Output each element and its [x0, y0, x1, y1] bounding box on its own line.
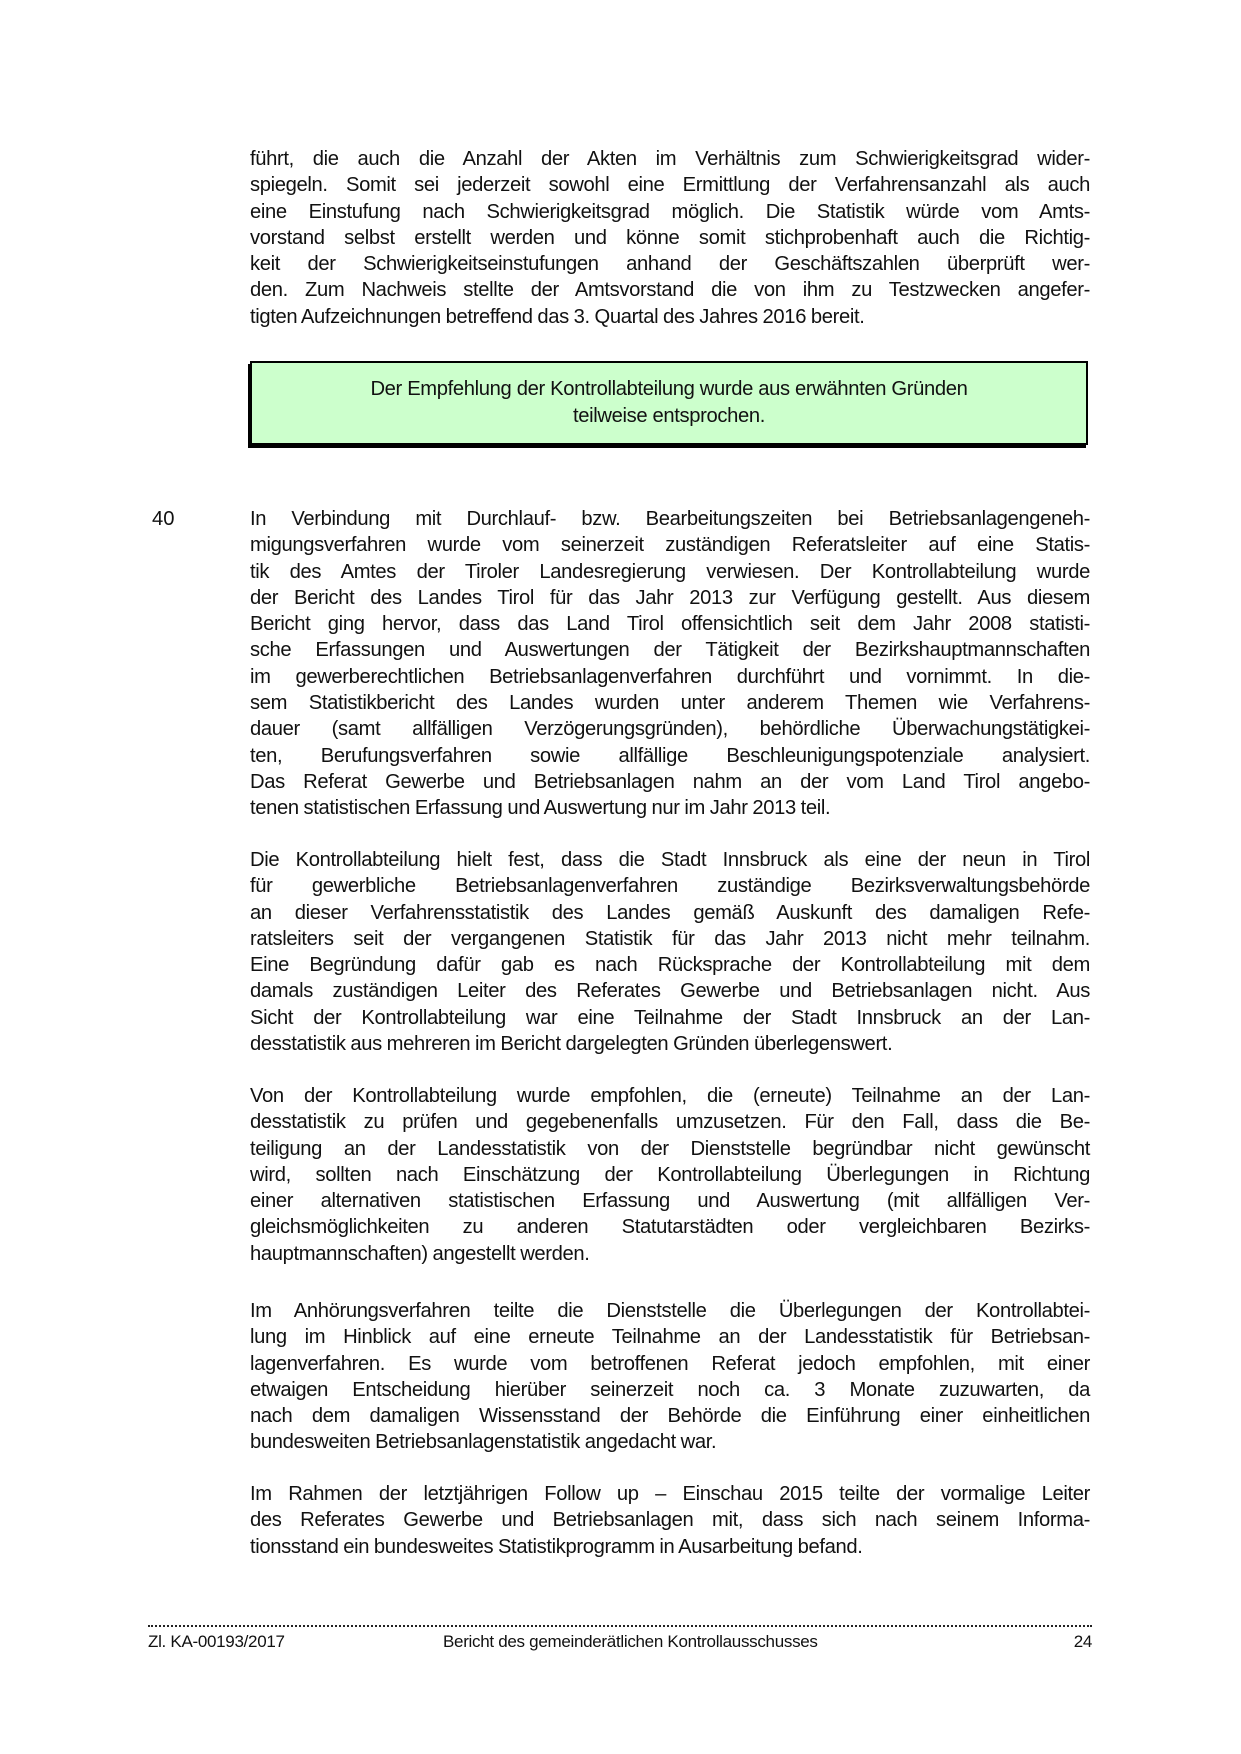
text-line: an dieser Verfahrensstatistik des Landes gemäß Auskunft des damaligen Refe-: [250, 901, 1090, 924]
text-line: vorstand selbst erstellt werden und könne somit stichprobenhaft auch die Richtig-: [250, 226, 1090, 249]
section-paragraph: [250, 847, 1090, 1057]
text-line: Das Referat Gewerbe und Betriebsanlagen nahm an der vom Land Tirol angebo-: [250, 770, 1090, 793]
text-line: In Verbindung mit Durchlauf- bzw. Bearbeitungszeiten bei Betriebsanlagengeneh-: [250, 508, 1090, 530]
text-line: den. Zum Nachweis stellte der Amtsvorstand die von ihm zu Testzwecken angefer-: [250, 279, 1090, 302]
text-line: Im Anhörungsverfahren teilte die Dienststelle die Überlegungen der Kontrollabtei-: [250, 1300, 1090, 1322]
text-line: migungsverfahren wurde vom seinerzeit zuständigen Referatsleiter auf eine Statis-: [250, 534, 1090, 557]
page-footer: [148, 1631, 1092, 1655]
text-line: lung im Hinblick auf eine erneute Teilnahme an der Landesstatistik für Betriebsan-: [250, 1326, 1090, 1349]
callout-line: Der Empfehlung der Kontrollabteilung wurde aus erwähnten Gründen: [370, 378, 968, 400]
text-line: sem Statistikbericht des Landes wurden unter anderem Themen wie Verfahrens-: [250, 692, 1090, 715]
text-line: im gewerberechtlichen Betriebsanlagenverfahren durchführt und vornimmt. In die-: [250, 665, 1090, 688]
text-line: etwaigen Entscheidung hierüber seinerzeit noch ca. 3 Monate zuzuwarten, da: [250, 1378, 1090, 1401]
text-line: Eine Begründung dafür gab es nach Rücksprache der Kontrollabteilung mit dem: [250, 954, 1090, 977]
text-line: Sicht der Kontrollabteilung war eine Teilnahme der Stadt Innsbruck an der Lan-: [250, 1006, 1090, 1029]
callout-line: teilweise entsprochen.: [572, 405, 766, 427]
footer-page-number: 24: [1073, 1632, 1092, 1651]
text-line: lagenverfahren. Es wurde vom betroffenen Referat jedoch empfohlen, mit einer: [250, 1352, 1090, 1375]
text-line: Von der Kontrollabteilung wurde empfohlen, die (erneute) Teilnahme an der Lan-: [250, 1085, 1090, 1107]
text-line: hauptmannschaften) angestellt werden.: [250, 1242, 590, 1265]
text-line: desstatistik aus mehreren im Bericht dargelegten Gründen überlegenswert.: [250, 1033, 893, 1056]
section-paragraph: [250, 506, 1090, 822]
text-line: tionsstand ein bundesweites Statistikprogramm in Ausarbeitung befand.: [250, 1535, 863, 1558]
text-line: Die Kontrollabteilung hielt fest, dass die Stadt Innsbruck als eine der neun in Tirol: [250, 849, 1090, 871]
footer-title: Bericht des gemeinderätlichen Kontrollausschusses: [443, 1632, 818, 1651]
text-line: ten, Berufungsverfahren sowie allfällige Beschleunigungspotenziale analysiert.: [250, 744, 1090, 767]
section-paragraph: [250, 1481, 1090, 1560]
text-line: für gewerbliche Betriebsanlagenverfahren zuständige Bezirksverwaltungsbehörde: [250, 875, 1090, 898]
text-line: eine Einstufung nach Schwierigkeitsgrad möglich. Die Statistik würde vom Amts-: [250, 200, 1090, 223]
footer-reference: Zl. KA-00193/2017: [148, 1632, 285, 1651]
text-line: tenen statistischen Erfassung und Auswertung nur im Jahr 2013 teil.: [250, 797, 831, 820]
intro-paragraph: [250, 146, 1090, 330]
section-paragraph: [250, 1298, 1090, 1456]
text-line: ratsleiters seit der vergangenen Statistik für das Jahr 2013 nicht mehr teilnahm.: [250, 927, 1090, 950]
text-line: sche Erfassungen und Auswertungen der Tätigkeit der Bezirkshauptmannschaften: [250, 639, 1090, 662]
text-line: spiegeln. Somit sei jederzeit sowohl eine Ermittlung der Verfahrensanzahl als auch: [250, 174, 1090, 197]
footer-divider: [148, 1625, 1092, 1627]
text-line: des Referates Gewerbe und Betriebsanlagen mit, dass sich nach seinem Informa-: [250, 1509, 1090, 1532]
section-number: 40: [152, 508, 175, 530]
text-line: einer alternativen statistischen Erfassung und Auswertung (mit allfälligen Ver-: [250, 1190, 1090, 1213]
text-line: tigten Aufzeichnungen betreffend das 3. Quartal des Jahres 2016 bereit.: [250, 305, 865, 328]
text-line: teiligung an der Landesstatistik von der Dienststelle begründbar nicht gewünscht: [250, 1137, 1090, 1160]
text-line: desstatistik zu prüfen und gegebenenfalls umzusetzen. Für den Fall, dass die Be-: [250, 1111, 1090, 1134]
text-line: nach dem damaligen Wissensstand der Behörde die Einführung einer einheitlichen: [250, 1405, 1090, 1428]
text-line: dauer (samt allfälligen Verzögerungsgründen), behördliche Überwachungstätigkei-: [250, 718, 1090, 741]
text-line: Im Rahmen der letztjährigen Follow up – Einschau 2015 teilte der vormalige Leiter: [250, 1483, 1090, 1505]
text-line: damals zuständigen Leiter des Referates Gewerbe und Betriebsanlagen nicht. Aus: [250, 980, 1090, 1003]
text-line: keit der Schwierigkeitseinstufungen anhand der Geschäftszahlen überprüft wer-: [250, 253, 1090, 276]
text-line: gleichsmöglichkeiten zu anderen Statutarstädten oder vergleichbaren Bezirks-: [250, 1216, 1090, 1239]
text-line: tik des Amtes der Tiroler Landesregierung verwiesen. Der Kontrollabteilung wurde: [250, 560, 1090, 583]
text-line: führt, die auch die Anzahl der Akten im Verhältnis zum Schwierigkeitsgrad wider-: [250, 148, 1090, 170]
text-line: Bericht ging hervor, dass das Land Tirol offensichtlich seit dem Jahr 2008 statisti-: [250, 613, 1090, 636]
section-paragraph: [250, 1083, 1090, 1267]
recommendation-callout-box: [250, 361, 1088, 445]
text-line: der Bericht des Landes Tirol für das Jahr 2013 zur Verfügung gestellt. Aus diesem: [250, 586, 1090, 609]
text-line: bundesweiten Betriebsanlagenstatistik angedacht war.: [250, 1431, 717, 1454]
text-line: wird, sollten nach Einschätzung der Kontrollabteilung Überlegungen in Richtung: [250, 1163, 1090, 1186]
